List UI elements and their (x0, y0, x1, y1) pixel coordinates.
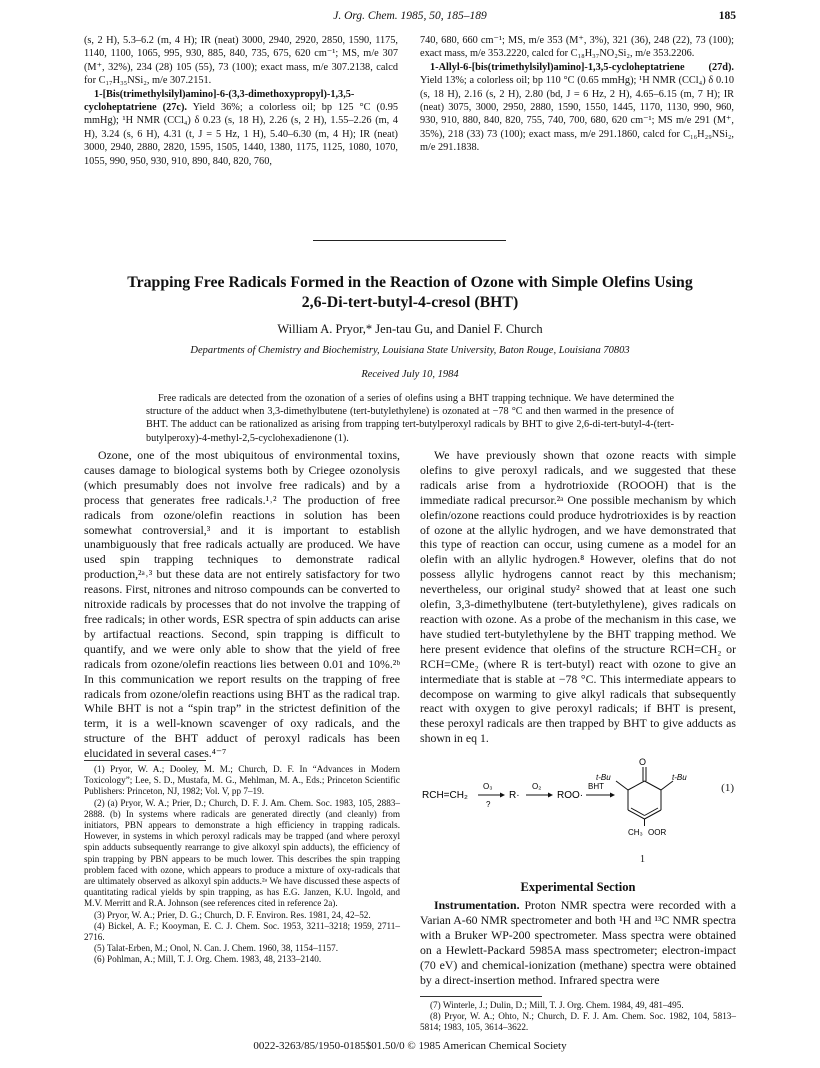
footnotes-left (84, 764, 400, 966)
reaction-arrow-3-head (610, 793, 615, 798)
abstract (146, 392, 674, 445)
body-left-column (84, 448, 400, 761)
reaction-arrow-2-head (548, 793, 553, 798)
peroxyl-label: ROO· (557, 790, 584, 801)
arrow1-condition: ? (486, 800, 491, 809)
compound-heading: 1-[Bis(trimethylsilyl)amino]-6-(3,3-dimethoxypropyl)-1,3,5-cycloheptatriene (27c). (84, 88, 355, 114)
radical-label: R· (509, 790, 520, 801)
section-heading: Experimental Section (520, 880, 636, 894)
article-title: Trapping Free Radicals Formed in the Reaction of Ozone with Simple Olefins Using 2,6-Di-tert-butyl-4-cresol (BHT) (127, 274, 693, 311)
ketone-oxygen-label: O (639, 757, 647, 767)
methyl-label: CH₃ (628, 828, 643, 837)
prev-paragraph (84, 88, 398, 168)
experimental-text: Proton NMR spectra were recorded with a Varian A-60 NMR spectrometer and both ¹H and ¹³C NMR spectra with a Bruker WP-200 spectrometer. Mass spectra were obtained on a Hewlett-Packard 5985A mass spectrometer; electron-impact (70 eV) and chemical-ionization (methane) spectra were obtained by a direct-insertion method. Infrared spectra were (420, 898, 736, 987)
compound-number: 1 (640, 854, 645, 865)
compound-heading: 1-Allyl-6-[bis(trimethylsilyl)amino]-1,3,5-cycloheptatriene (27d). (430, 61, 734, 73)
footnote: (2) (a) Pryor, W. A.; Prier, D.; Church, D. F. J. Am. Chem. Soc. 1983, 105, 2883–2888. (b) In systems where radicals are generated directly (and cleanly) from initiators, PBN appears to demonstrate a high efficiency in trapping radicals. However, in systems in which peroxyl radicals may be trapped (and where peroxyl spin adducts subsequently rearrange to give alkoxyl spin adducts), the efficiency of spin trapping by PBN appears to be much lower. This describes the spin trapping problem faced with ozone, which appears to produce a mixture of oxy-radicals that are ultimately observed as alkoxyl spin adducts.²ᵃ We have discussed these aspects of quantitating radical yields by spin trapping, as has E.G. Janzen, K.U. Ingold, and M.V. Merritt and R.A. Johnson (see references cited in reference 2a). (84, 797, 400, 909)
prev-paragraph (420, 61, 734, 155)
body-paragraph: Ozone, one of the most ubiquitous of environmental toxins, causes damage to biological systems both by Criegee ozonolysis (which presumably does not involve free radicals) and by a process that generates free radicals.¹˒² The production of free radicals from ozone/olefin reactions in solution has been somewhat controversial,³ and it is important to establish unambiguously that free radicals actually are produced. We have used spin trapping techniques to demonstrate radical production,²ᵃ˒³ but these data are not entirely satisfactory for two reasons. First, nitrones and nitroso compounds can be converted to nitroxide radicals by processes that do not involve the trapping of free radicals; in other words, ESR spectra of spin adducts can arise by artifactual reactions. Second, spin trapping is difficult to quantify, and we were only able to show that the yield of free radicals from ozone/olefin reactions lies between 0.01 and 10%.²ᵇ In this communication we report results on the trapping of free radicals from ozone/olefin reactions using BHT as the radical trap. While BHT is not a “spin trap” in the strictest definition of the term, it is a well-known scavenger of oxy radicals, and the structure of the BHT adduct of peroxyl radicals has been elucidated in several cases.⁴⁻⁷ (84, 448, 400, 761)
running-head (84, 10, 736, 26)
arrow1-reagent: O₃ (483, 782, 493, 791)
footnote-rule (420, 996, 542, 997)
subsection-runin: Instrumentation. (434, 898, 520, 912)
prev-paragraph: (s, 2 H), 5.3–6.2 (m, 4 H); IR (neat) 3000, 2940, 2920, 2850, 1590, 1175, 1140, 1100, 1065, 995, 930, 885, 840, 735, 675, 620 cm⁻¹; MS, m/e 307 (M⁺, 32%), 234 (28) 105 (55), 73 (100); exact mass, m/e 307.2138, calcd for C₁₇H₃₅NSi₂, m/e 307.2151. (84, 35, 398, 87)
reaction-scheme-graphic (420, 756, 736, 868)
footnote-rule (84, 760, 206, 761)
bht-adduct-structure (616, 767, 673, 826)
footnote: (4) Bickel, A. F.; Kooyman, E. C. J. Chem. Soc. 1953, 3211–3218; 1959, 2711–2716. (84, 920, 400, 943)
body-right-column (420, 448, 736, 746)
body-paragraph (420, 898, 736, 987)
previous-article-right-column (420, 34, 734, 155)
equation-1-scheme (420, 756, 736, 868)
tert-butyl-right-label: t-Bu (672, 773, 687, 782)
arrow2-reagent: O₂ (532, 782, 542, 791)
received-date: Received July 10, 1984 (361, 369, 459, 380)
equation-number: (1) (721, 782, 734, 794)
reaction-arrow-1-head (500, 793, 505, 798)
prev-paragraph: 740, 680, 660 cm⁻¹; MS, m/e 353 (M⁺, 3%), 321 (36), 248 (22), 73 (100); exact mass, m/e 353.2220, calcd for C₁₈H₃₇NO₂Si₂, m/e 353.2206. (420, 35, 734, 60)
experimental-section (420, 898, 736, 987)
journal-citation: J. Org. Chem. 1985, 50, 185–189 (333, 10, 487, 22)
footnote: (5) Talat-Erben, M.; Onol, N. Can. J. Chem. 1960, 38, 1154–1157. (94, 943, 338, 954)
copyright-footer: 0022-3263/85/1950-0185$01.50/0 © 1985 American Chemical Society (253, 1040, 567, 1052)
page-number: 185 (718, 10, 736, 22)
article-affiliation: Departments of Chemistry and Biochemistry, Louisiana State University, Baton Rouge, Louisiana 70803 (190, 345, 630, 356)
article-separator-rule (313, 240, 506, 241)
article-authors: William A. Pryor,* Jen-tau Gu, and Daniel F. Church (277, 322, 543, 336)
footnotes-right (420, 1000, 736, 1034)
arrow3-reagent: BHT (588, 782, 604, 791)
footnote: (8) Pryor, W. A.; Ohto, N.; Church, D. F. J. Am. Chem. Soc. 1982, 104, 5813–5814; 1983, 105, 3614–3622. (420, 1011, 736, 1033)
footnote: (3) Pryor, W. A.; Prier, D. G.; Church, D. F. Environ. Res. 1981, 24, 42–52. (94, 909, 371, 920)
compound-data: Yield 13%; a colorless oil; bp 110 °C (0.65 mmHg); ¹H NMR (CCl₄) δ 0.10 (s, 18 H), 2.16 (s, 2 H), 2.80 (bd, J = 6 Hz, 2 H), 4.65–6.15 (m, 7 H); IR (neat) 3075, 3000, 2950, 2880, 1590, 1550, 1445, 1170, 1130, 990, 960, 930, 910, 880, 840, 820, 755, 740, 700, 680, 620 cm⁻¹; MS m/e 291 (M⁺, 35%), 218 (33) 73 (100); exact mass, m/e 291.1860, calcd for C₁₆H₂₉NSi₂, m/e 291.1838. (420, 75, 734, 154)
reactant-label: RCH=CH₂ (422, 790, 468, 801)
tert-butyl-left-label: t-Bu (596, 773, 611, 782)
footnote: (1) Pryor, W. A.; Dooley, M. M.; Church, D. F. In “Advances in Modern Toxicology”; Lee, S. D., Mustafa, M. G., Mehlman, M. A., Eds.; Princeton Scientific Publishers: Princeton, NJ, 1982; Vol. V, pp 7–19. (84, 764, 400, 797)
compound-data: Yield 36%; a colorless oil; bp 125 °C (0.95 mmHg); ¹H NMR (CCl₄) δ 0.23 (s, 18 H), 2.26 (s, 2 H), 1.55–2.26 (m, 4 H), 3.24 (s, 6 H), 4.31 (t, J = 5 Hz, 1 H), 5.40–6.30 (m, 4 H); IR (neat) 3000, 2940, 2880, 2820, 1595, 1505, 1440, 1380, 1175, 1125, 1080, 1070, 1055, 990, 950, 930, 910, 890, 840, 820, 760, (84, 102, 398, 167)
previous-article-left-column (84, 34, 398, 168)
footnote: (6) Pohlman, A.; Mill, T. J. Org. Chem. 1983, 48, 2133–2140. (94, 954, 322, 965)
body-paragraph: We have previously shown that ozone reacts with simple olefins to give peroxyl radicals, and we suggested that these radicals arise from a hydrotrioxide (ROOOH) that is the immediate radical precursor.²ᵃ One possible mechanism by which olefin/ozone reactions could produce hydrotrioxides is by reaction of ozone at the allylic hydrogen, and we have demonstrated that this type of reaction can occur, using cumene as a model for an olefin with an allylic hydrogen.⁸ However, olefins that do not possess allylic hydrogens cannot react by this mechanism; nevertheless, our original study² showed that at least one such olefin, 3,3-dimethylbutene (tert-butylethylene), gives radicals on reaction with ozone. As a probe of the mechanism in this case, we have studied tert-butylethylene by the BHT trapping method. We here present evidence that olefins of the structure RCH=CH₂ or RCH=CMe₂ (where R is tert-butyl) react with ozone to give an intermediate that is stable at −78 °C. This intermediate appears to decompose on warming to give alkyl radicals that subsequently react with oxygen to give peroxyl radicals; if BHT is present, these peroxyl radicals are then trapped by BHT to give adducts as shown in eq 1. (420, 448, 736, 746)
abstract-text: Free radicals are detected from the ozonation of a series of olefins using a BHT trapping technique. We have determined the structure of the adduct when 3,3-dimethylbutene (tert-butylethylene) is ozonated at −78 °C and then warmed in the presence of BHT. The adduct can be rationalized as arising from trapping tert-butylperoxyl radicals by BHT to give 2,6-di-tert-butyl-4-(tert-butylperoxy)-4-methyl-2,5-cyclohexadienone (1). (146, 393, 674, 444)
peroxy-substituent-label: OOR (648, 828, 667, 837)
footnote: (7) Winterle, J.; Dulin, D.; Mill, T. J. Org. Chem. 1984, 49, 481–495. (430, 1000, 684, 1010)
